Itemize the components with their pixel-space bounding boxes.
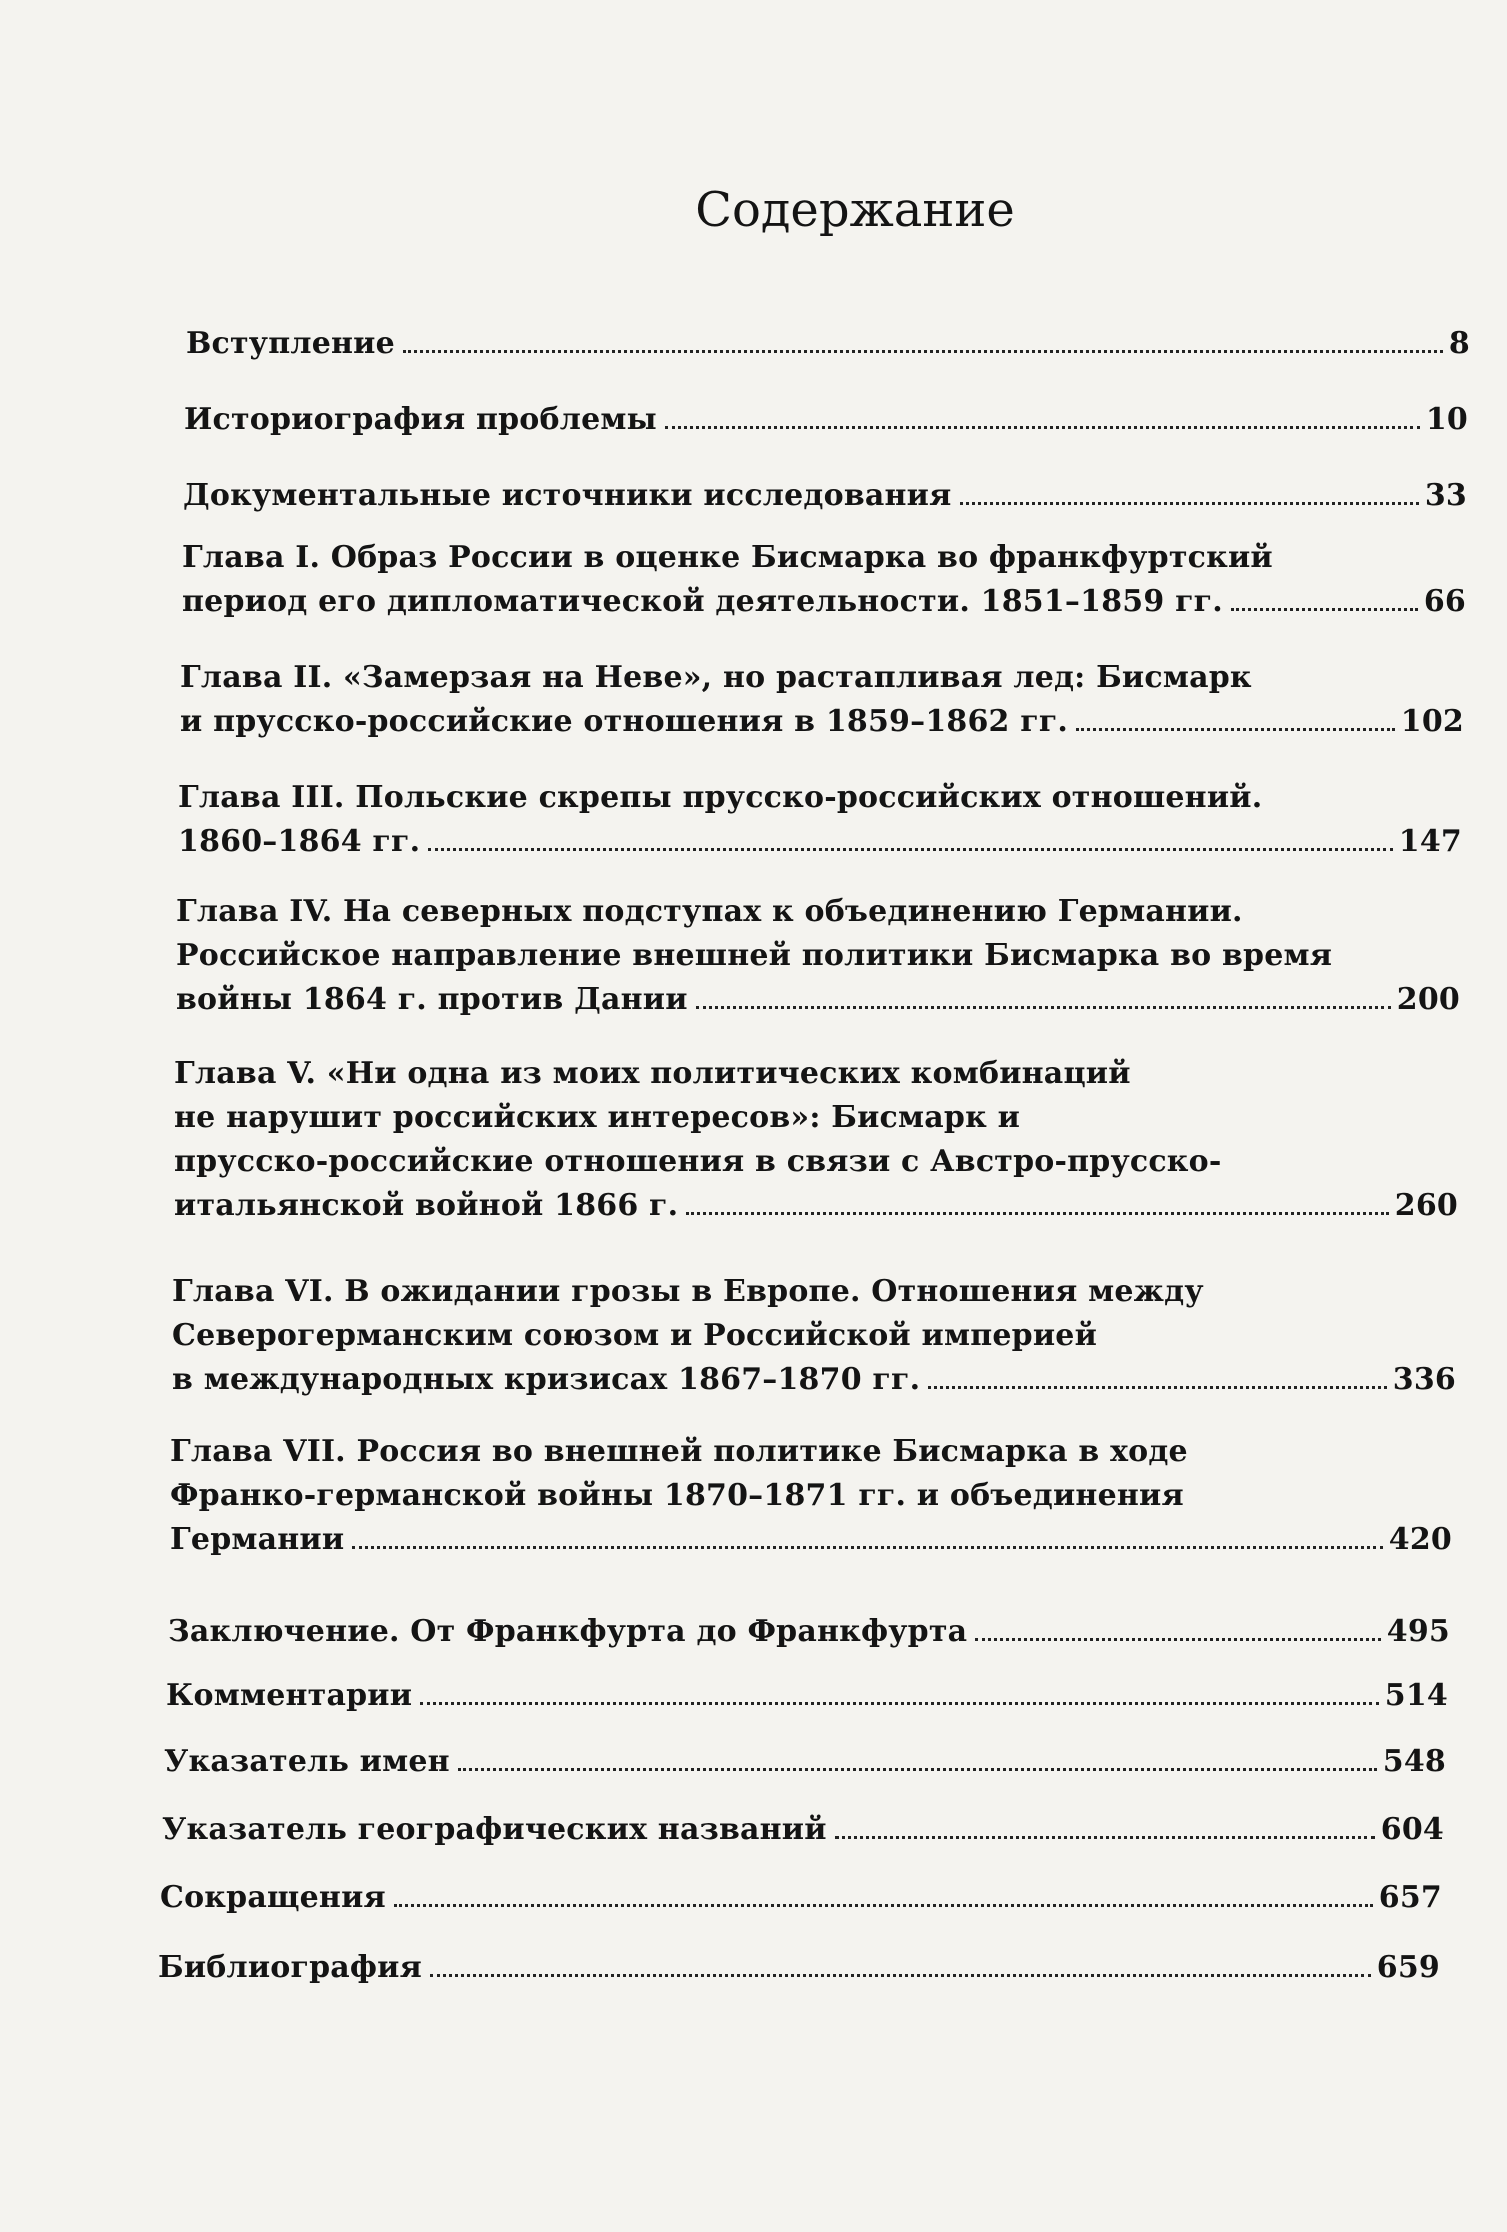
toc-entry — [160, 1876, 1442, 1920]
toc-entry-line: Глава I. Образ России в оценке Бисмарка во франкфуртский — [182, 540, 1273, 575]
toc-entry-text: Указатель географических названий — [162, 1812, 827, 1847]
page-number: 495 — [1386, 1614, 1450, 1649]
page-number: 260 — [1394, 1188, 1458, 1223]
page-number: 657 — [1378, 1880, 1442, 1915]
page-number: 336 — [1392, 1362, 1456, 1397]
toc-entry-last-line — [186, 322, 1470, 366]
dot-leader — [1076, 728, 1395, 731]
page-number: 10 — [1425, 402, 1468, 437]
page-number: 514 — [1384, 1678, 1448, 1713]
toc-entry-line: прусско-российские отношения в связи с Австро-прусско- — [174, 1144, 1222, 1179]
toc-entry-last-line — [183, 474, 1467, 518]
page-number: 8 — [1448, 326, 1470, 361]
toc-entry — [158, 1946, 1440, 1990]
toc-entry — [180, 656, 1464, 744]
toc-entry-last-line — [180, 700, 1464, 744]
page-number: 420 — [1388, 1522, 1452, 1557]
dot-leader — [835, 1836, 1375, 1839]
toc-entry-text: Заключение. От Франкфурта до Франкфурта — [168, 1614, 968, 1649]
toc-entry-text: период его дипломатической деятельности. 1851–1859 гг. — [182, 584, 1223, 619]
page-number: 147 — [1398, 824, 1462, 859]
toc-entry-last-line — [158, 1946, 1440, 1990]
dot-leader — [428, 848, 1393, 851]
toc-entry — [166, 1674, 1448, 1718]
toc-entry-text: итальянской войной 1866 г. — [174, 1188, 679, 1223]
page-number: 548 — [1382, 1744, 1446, 1779]
toc-entry — [168, 1610, 1450, 1654]
dot-leader — [928, 1386, 1387, 1389]
toc-entry-text: Указатель имен — [164, 1744, 450, 1779]
toc-entry-last-line — [166, 1674, 1448, 1718]
toc-entry-line: Глава VII. Россия во внешней политике Бисмарка в ходе — [170, 1434, 1188, 1469]
toc-entry-text: Вступление — [186, 326, 395, 361]
toc-entry-text: и прусско-российские отношения в 1859–1862 гг. — [180, 704, 1069, 739]
toc-entry — [184, 398, 1468, 442]
toc-entry — [172, 1270, 1456, 1402]
dot-leader — [696, 1006, 1391, 1009]
toc-entry-last-line — [172, 1358, 1456, 1402]
page-number: 102 — [1400, 704, 1464, 739]
page-number: 604 — [1380, 1812, 1444, 1847]
toc-entry-last-line — [168, 1610, 1450, 1654]
toc-entry-text: в международных кризисах 1867–1870 гг. — [172, 1362, 921, 1397]
toc-entry-line: Глава IV. На северных подступах к объединению Германии. — [176, 894, 1243, 929]
toc-entry-text: Библиография — [158, 1950, 422, 1985]
toc-entry-line: Франко-германской войны 1870–1871 гг. и объединения — [170, 1478, 1184, 1513]
toc-entry-last-line — [162, 1808, 1444, 1852]
page-number: 66 — [1423, 584, 1466, 619]
toc-entry-text: Сокращения — [160, 1880, 386, 1915]
toc-entry-line: не нарушит российских интересов»: Бисмарк и — [174, 1100, 1021, 1135]
dot-leader — [686, 1212, 1388, 1215]
toc-entry — [162, 1808, 1444, 1852]
toc-entry — [164, 1740, 1446, 1784]
dot-leader — [458, 1768, 1377, 1771]
dot-leader — [352, 1546, 1382, 1549]
toc-entry-text: Историография проблемы — [184, 402, 657, 437]
toc-entry-last-line — [182, 580, 1466, 624]
toc-entry-text: Германии — [170, 1522, 345, 1557]
toc-entry-last-line — [164, 1740, 1446, 1784]
dot-leader — [420, 1702, 1379, 1705]
dot-leader — [975, 1638, 1380, 1641]
toc-entry-line: Глава II. «Замерзая на Неве», но растапливая лед: Бисмарк — [180, 660, 1252, 695]
toc-entry-line: Глава VI. В ожидании грозы в Европе. Отношения между — [172, 1274, 1204, 1309]
dot-leader — [394, 1904, 1373, 1907]
toc-entry-text: войны 1864 г. против Дании — [176, 982, 688, 1017]
page-number: 33 — [1424, 478, 1467, 513]
toc-entry-last-line — [174, 1184, 1458, 1228]
toc-entry-last-line — [176, 978, 1460, 1022]
toc-entry — [183, 474, 1467, 518]
toc-entry-text: Документальные источники исследования — [183, 478, 952, 513]
toc-entry-last-line — [184, 398, 1468, 442]
toc-entry — [176, 890, 1460, 1022]
toc-entry-text: 1860–1864 гг. — [178, 824, 421, 859]
toc-entry-line: Глава V. «Ни одна из моих политических комбинаций — [174, 1056, 1131, 1091]
toc-entry — [182, 536, 1466, 624]
toc-entry-last-line — [178, 820, 1462, 864]
toc-entry-last-line — [170, 1518, 1452, 1562]
dot-leader — [960, 502, 1419, 505]
toc-entry — [174, 1052, 1458, 1228]
toc-entry-line: Глава III. Польские скрепы прусско-российских отношений. — [178, 780, 1263, 815]
page-title: Содержание — [695, 182, 1015, 238]
toc-entry — [178, 776, 1462, 864]
page-number: 659 — [1376, 1950, 1440, 1985]
toc-entry-line: Северогерманским союзом и Российской империей — [172, 1318, 1098, 1353]
dot-leader — [665, 426, 1420, 429]
page-number: 200 — [1396, 982, 1460, 1017]
toc-entry-text: Комментарии — [166, 1678, 413, 1713]
toc-entry — [170, 1430, 1452, 1562]
dot-leader — [1231, 608, 1418, 611]
toc-entry — [186, 322, 1470, 366]
toc-entry-line: Российское направление внешней политики Бисмарка во время — [176, 938, 1333, 973]
toc-entry-last-line — [160, 1876, 1442, 1920]
dot-leader — [403, 350, 1443, 353]
dot-leader — [430, 1974, 1371, 1977]
